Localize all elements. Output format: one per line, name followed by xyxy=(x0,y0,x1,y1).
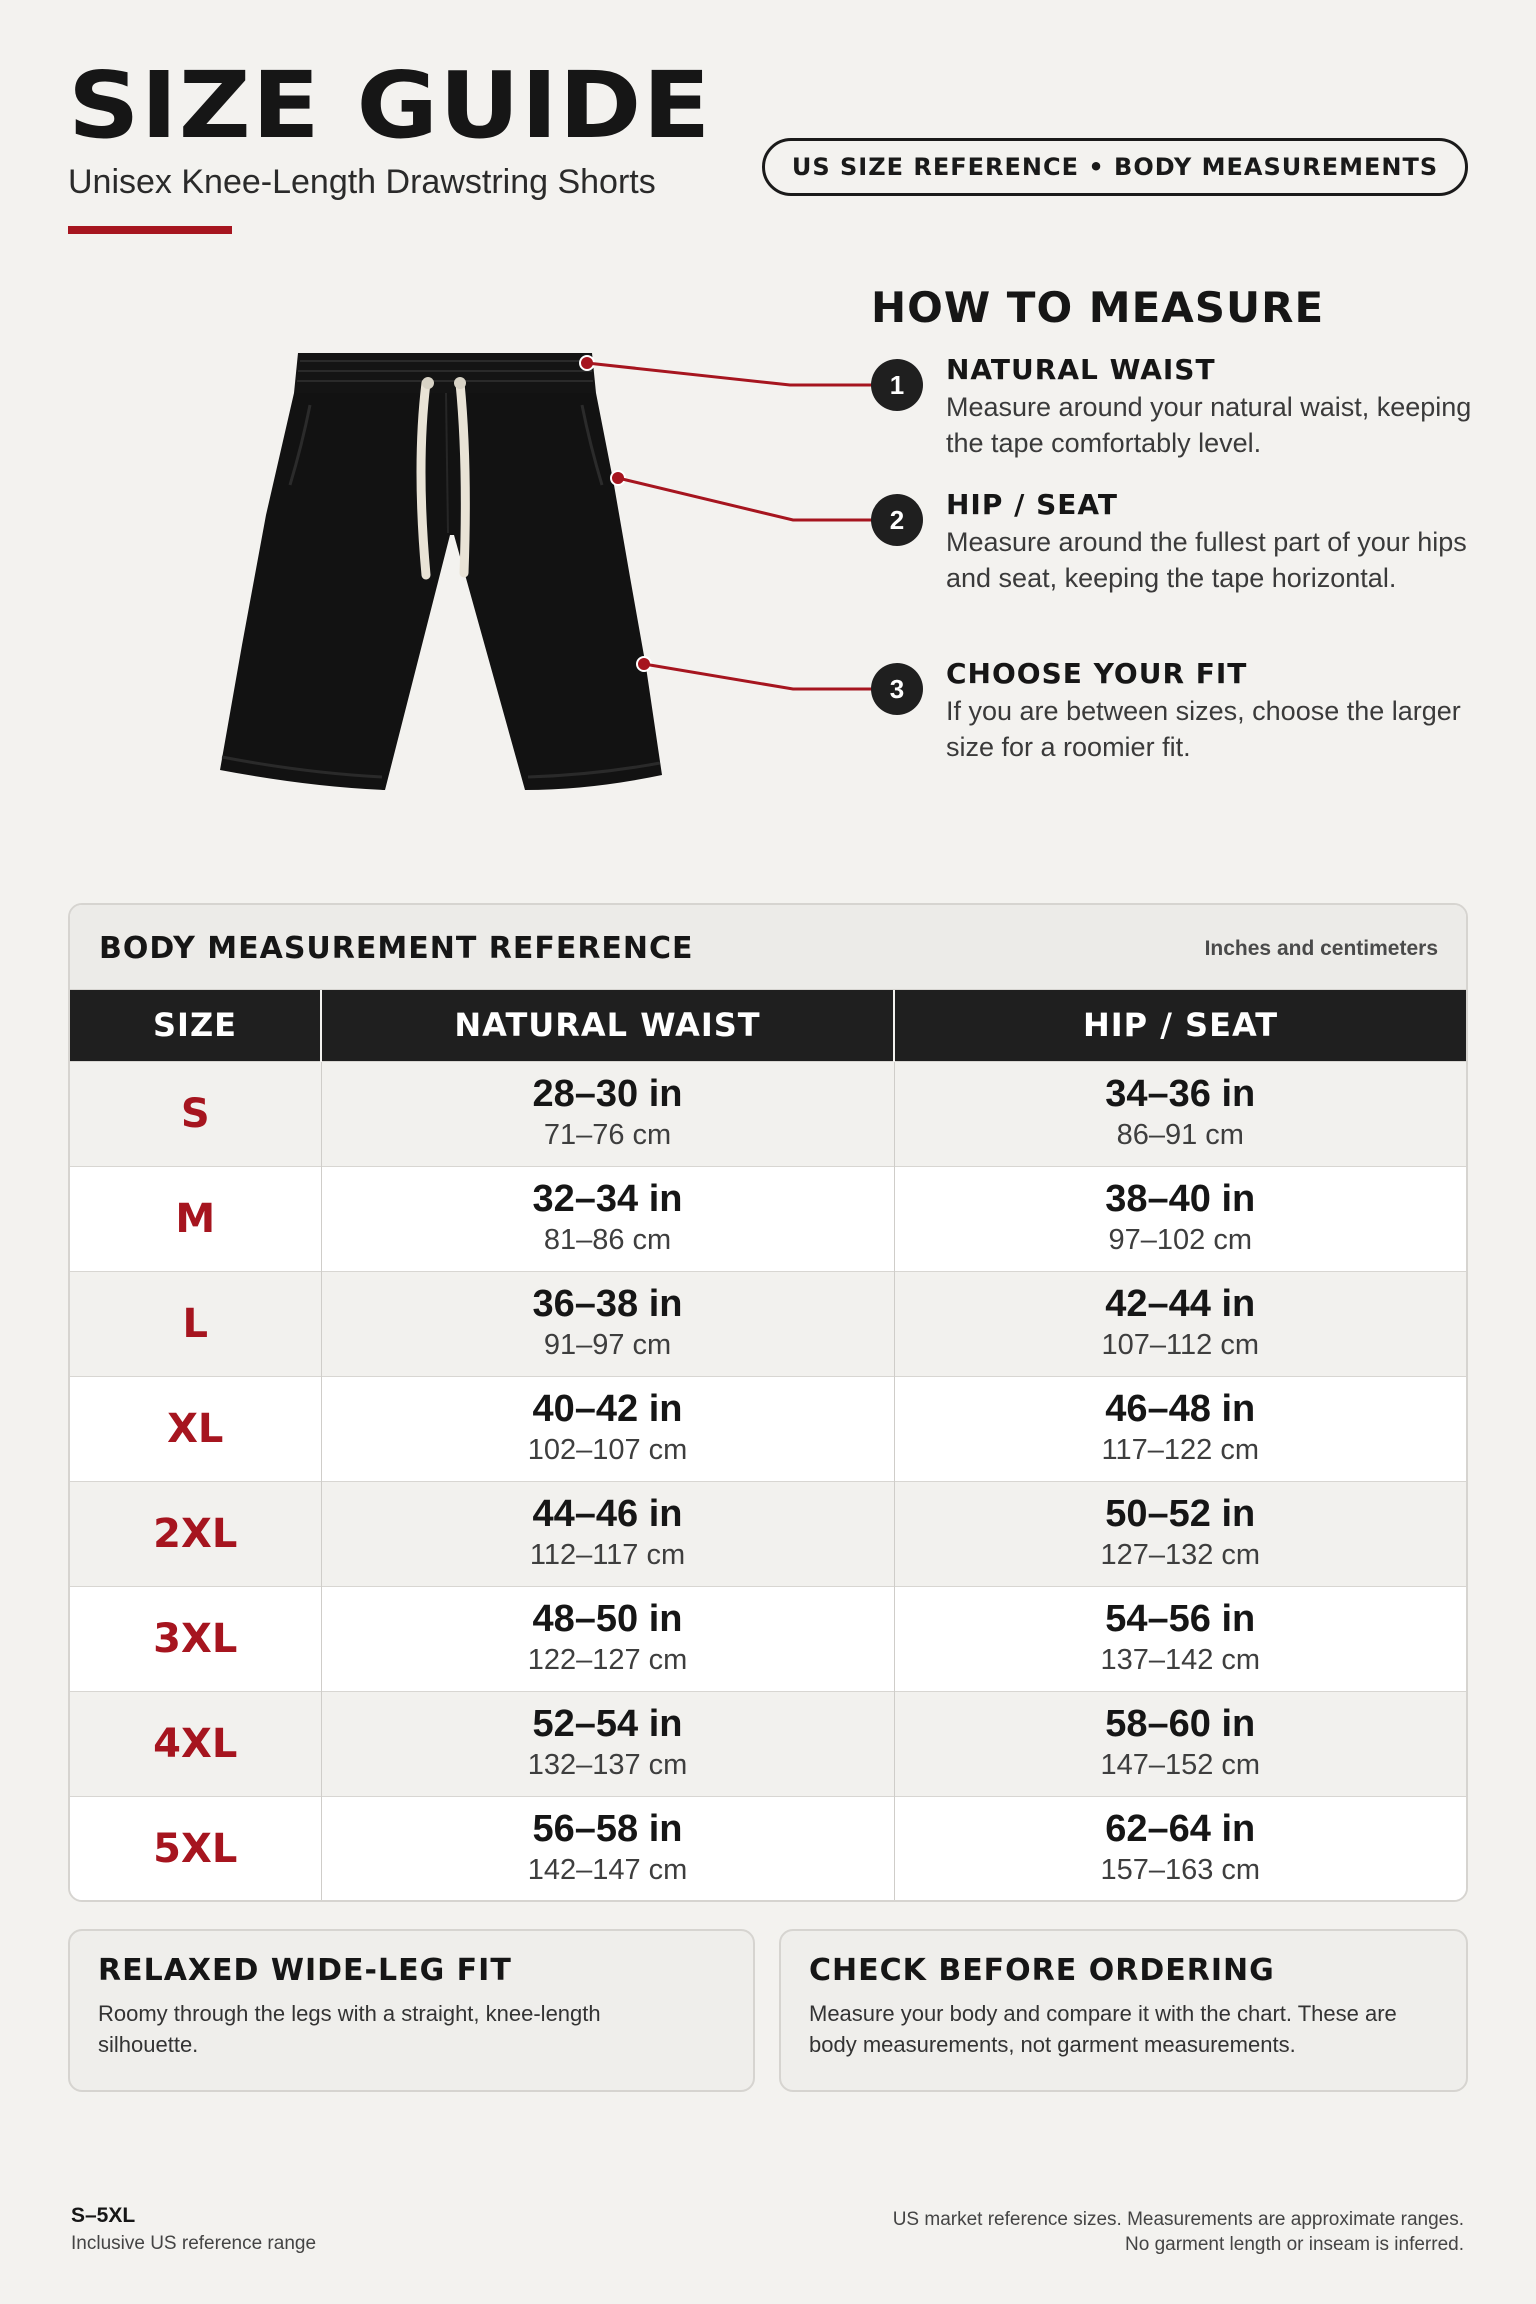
hip-cell xyxy=(894,1271,1466,1376)
hip-cell xyxy=(894,1061,1466,1166)
waist-cm: 142–147 cm xyxy=(527,1853,688,1886)
size-table xyxy=(70,990,1466,1901)
table-header-bar xyxy=(70,905,1466,990)
waist-cell xyxy=(321,1796,894,1901)
table-units-note: Inches and centimeters xyxy=(1204,937,1438,960)
shorts-illustration-icon xyxy=(210,345,680,795)
waist-inches: 28–30 in xyxy=(532,1072,683,1115)
waist-cell xyxy=(321,1481,894,1586)
size-cell xyxy=(70,1166,321,1271)
waist-cm: 132–137 cm xyxy=(527,1748,688,1781)
step-number-badge: 2 xyxy=(871,494,923,546)
step-description: Measure around your natural waist, keeping the tape comfortably level. xyxy=(946,392,1472,458)
how-to-measure-title: HOW TO MEASURE xyxy=(871,283,1325,332)
hip-cm: 97–102 cm xyxy=(1108,1223,1252,1256)
hip-inches: 50–52 in xyxy=(1105,1492,1256,1535)
column-header-size: SIZE xyxy=(70,990,321,1061)
waist-cm: 112–117 cm xyxy=(529,1538,686,1571)
size-cell xyxy=(70,1481,321,1586)
waist-cm: 71–76 cm xyxy=(543,1118,672,1151)
hip-inches: 62–64 in xyxy=(1105,1807,1256,1850)
hip-inches: 38–40 in xyxy=(1105,1177,1256,1220)
size-cell xyxy=(70,1271,321,1376)
reference-pill: US SIZE REFERENCE • BODY MEASUREMENTS xyxy=(762,138,1468,196)
hip-cm: 157–163 cm xyxy=(1100,1853,1261,1886)
hip-cm: 107–112 cm xyxy=(1101,1328,1259,1361)
hip-inches: 54–56 in xyxy=(1105,1597,1256,1640)
size-cell xyxy=(70,1061,321,1166)
table-row xyxy=(70,1271,1466,1376)
size-label: 3XL xyxy=(153,1615,238,1662)
waist-cm: 81–86 cm xyxy=(543,1223,672,1256)
hip-cm: 147–152 cm xyxy=(1100,1748,1261,1781)
size-cell xyxy=(70,1586,321,1691)
note-title: CHECK BEFORE ORDERING xyxy=(809,1953,1275,1988)
step-title: HIP / SEAT xyxy=(946,488,1118,521)
disclaimer-line: US market reference sizes. Measurements are approximate ranges. xyxy=(892,2209,1464,2230)
ordering-note-card xyxy=(779,1929,1468,2092)
size-label: 2XL xyxy=(153,1510,238,1557)
waist-inches: 40–42 in xyxy=(532,1387,683,1430)
waist-inches: 36–38 in xyxy=(532,1282,683,1325)
note-text: Roomy through the legs with a straight, knee-length silhouette. xyxy=(98,2001,601,2057)
waist-cell xyxy=(321,1691,894,1796)
hip-cell xyxy=(894,1796,1466,1901)
size-label: 5XL xyxy=(153,1825,238,1872)
title-underline xyxy=(68,226,232,234)
hip-inches: 42–44 in xyxy=(1105,1282,1256,1325)
waist-cell xyxy=(321,1376,894,1481)
waist-cell xyxy=(321,1586,894,1691)
step-number-badge: 3 xyxy=(871,663,923,715)
waist-inches: 52–54 in xyxy=(532,1702,683,1745)
footer-range xyxy=(71,2204,316,2255)
waist-cm: 122–127 cm xyxy=(527,1643,688,1676)
waist-cell xyxy=(321,1061,894,1166)
hip-inches: 46–48 in xyxy=(1105,1387,1256,1430)
size-label: S xyxy=(180,1090,210,1137)
hip-cell xyxy=(894,1691,1466,1796)
waist-cm: 91–97 cm xyxy=(543,1328,672,1361)
step-title: NATURAL WAIST xyxy=(946,353,1216,386)
step-description: Measure around the fullest part of your hips and seat, keeping the tape horizontal. xyxy=(946,527,1467,593)
waist-inches: 44–46 in xyxy=(532,1492,683,1535)
footer-disclaimer xyxy=(893,2207,1464,2257)
waist-cell xyxy=(321,1271,894,1376)
size-range: S–5XL xyxy=(71,2204,136,2227)
table-row xyxy=(70,1796,1466,1901)
table-column-headers xyxy=(70,990,1466,1061)
step-description: If you are between sizes, choose the larger size for a roomier fit. xyxy=(946,696,1461,762)
disclaimer-line: No garment length or inseam is inferred. xyxy=(1125,2234,1464,2255)
size-cell xyxy=(70,1376,321,1481)
size-label: M xyxy=(175,1195,216,1242)
size-label: 4XL xyxy=(153,1720,238,1767)
waist-cell xyxy=(321,1166,894,1271)
hip-cm: 86–91 cm xyxy=(1116,1118,1244,1151)
measurement-table-card xyxy=(68,903,1468,1902)
size-label: XL xyxy=(167,1405,224,1452)
waist-inches: 32–34 in xyxy=(532,1177,683,1220)
hip-cell xyxy=(894,1376,1466,1481)
hip-inches: 58–60 in xyxy=(1105,1702,1256,1745)
size-cell xyxy=(70,1691,321,1796)
column-header-waist: NATURAL WAIST xyxy=(321,990,894,1061)
hip-cell xyxy=(894,1166,1466,1271)
page-subtitle: Unisex Knee-Length Drawstring Shorts xyxy=(68,163,656,201)
size-range-caption: Inclusive US reference range xyxy=(71,2233,317,2254)
step-title: CHOOSE YOUR FIT xyxy=(946,657,1248,690)
hip-cm: 127–132 cm xyxy=(1100,1538,1261,1571)
fit-note-card xyxy=(68,1929,755,2092)
column-header-hip: HIP / SEAT xyxy=(894,990,1466,1061)
note-text: Measure your body and compare it with the chart. These are body measurements, not garment measurements. xyxy=(809,2001,1397,2057)
hip-cell xyxy=(894,1586,1466,1691)
hip-cm: 117–122 cm xyxy=(1101,1433,1259,1466)
waist-inches: 56–58 in xyxy=(532,1807,683,1850)
table-title: BODY MEASUREMENT REFERENCE xyxy=(99,931,694,966)
note-title: RELAXED WIDE-LEG FIT xyxy=(98,1953,512,1988)
step-number-badge: 1 xyxy=(871,359,923,411)
table-row xyxy=(70,1376,1466,1481)
waist-cm: 102–107 cm xyxy=(527,1433,688,1466)
table-row xyxy=(70,1691,1466,1796)
hip-cell xyxy=(894,1481,1466,1586)
table-row xyxy=(70,1061,1466,1166)
page-title: SIZE GUIDE xyxy=(68,52,712,159)
size-label: L xyxy=(182,1300,208,1347)
size-cell xyxy=(70,1796,321,1901)
hip-cm: 137–142 cm xyxy=(1100,1643,1261,1676)
waist-inches: 48–50 in xyxy=(532,1597,683,1640)
hip-inches: 34–36 in xyxy=(1105,1072,1256,1115)
table-row xyxy=(70,1481,1466,1586)
table-row xyxy=(70,1166,1466,1271)
table-row xyxy=(70,1586,1466,1691)
